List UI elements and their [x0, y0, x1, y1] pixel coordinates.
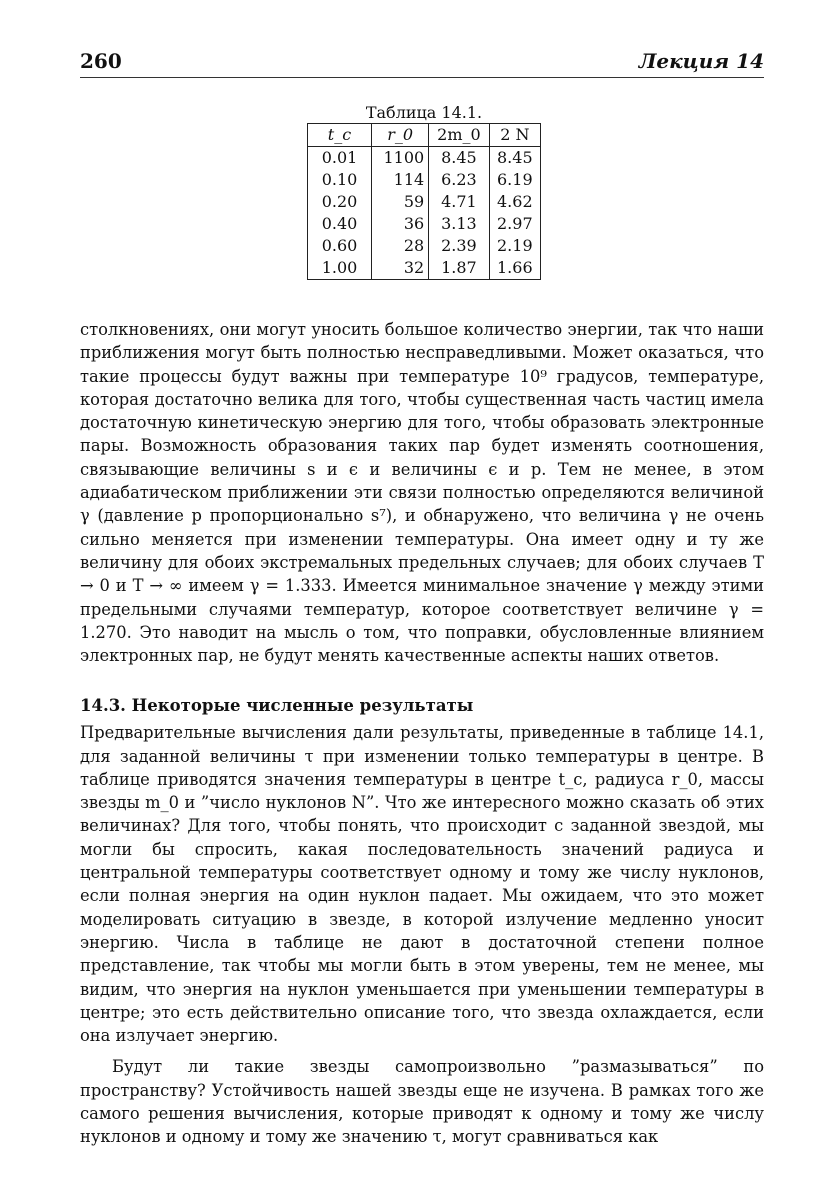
table-cell: 1100 [372, 147, 429, 170]
table-cell: 2.19 [489, 235, 540, 257]
table-row [308, 169, 541, 191]
table-cell: 4.62 [489, 191, 540, 213]
table-cell: 0.60 [308, 235, 372, 257]
table-cell: 36 [372, 213, 429, 235]
table-cell: 3.13 [429, 213, 489, 235]
table-row [308, 257, 541, 280]
table-cell: 1.87 [429, 257, 489, 280]
table-cell: 32 [372, 257, 429, 280]
table-cell: 4.71 [429, 191, 489, 213]
column-header: 2 N [489, 124, 540, 147]
table-cell: 8.45 [489, 147, 540, 170]
results-table [307, 123, 541, 280]
table-cell: 2.39 [429, 235, 489, 257]
paragraph-3: Будут ли такие звезды самопроизвольно ”размазываться” по пространству? Устойчивость нашей звезды еще не изучена. В рамках того же самого решения вычисления, которые приводят к одному и тому же числу нуклонов и одному и тому же значению τ, могут сравниваться как [80, 1057, 764, 1147]
page-header [80, 45, 764, 78]
table-row [308, 147, 541, 170]
table-cell: 1.00 [308, 257, 372, 280]
paragraph-2: Предварительные вычисления дали результаты, приведенные в таблице 14.1, для заданной величины τ при изменении только температуры в центре. В таблице приводятся значения температуры в центре t_c, радиуса r_0, массы звезды m_0 и ”число нуклонов N”. Что же интересного можно сказать об этих величинах? Для того, чтобы понять, что происходит с заданной звездой, мы могли бы спросить, какая последовательность значений радиуса и центральной температуры соответствует одному и тому же числу нуклонов, если полная энергия на один нуклон падает. Мы ожидаем, что это может моделировать ситуацию в звезде, в которой излучение медленно уносит энергию. Числа в таблице не дают в достаточной степени полное представление, так чтобы мы могли быть в этом уверены, тем не менее, мы видим, что энергия на нуклон уменьшается при уменьшении температуры в центре; это есть действительно описание того, что звезда охлаждается, если она излучает энергию. [80, 723, 764, 1046]
table-cell: 2.97 [489, 213, 540, 235]
table-cell: 6.23 [429, 169, 489, 191]
table-cell: 114 [372, 169, 429, 191]
table-row [308, 213, 541, 235]
section-heading: 14.3. Некоторые численные результаты [80, 696, 474, 715]
paragraph-continuation [80, 318, 764, 667]
page-number: 260 [80, 49, 122, 73]
table-cell: 59 [372, 191, 429, 213]
table-cell: 0.01 [308, 147, 372, 170]
table-row [308, 191, 541, 213]
table-cell: 0.40 [308, 213, 372, 235]
table-cell: 8.45 [429, 147, 489, 170]
table-cell: 1.66 [489, 257, 540, 280]
table-cell: 0.20 [308, 191, 372, 213]
table-cell: 6.19 [489, 169, 540, 191]
lecture-title: Лекция 14 [638, 49, 764, 73]
table-cell: 0.10 [308, 169, 372, 191]
table-cell: 28 [372, 235, 429, 257]
table-caption: Таблица 14.1. [365, 103, 483, 122]
table-block [307, 103, 541, 280]
paragraph-1: столкновениях, они могут уносить большое количество энергии, так что наши приближения могут быть полностью несправедливыми. Может оказаться, что такие процессы будут важны при температуре 10⁹ градусов, температуре, которая достаточно велика для того, чтобы существенная часть частиц имела достаточную кинетическую энергию для того, чтобы образовать электронные пары. Возможность образования таких пар будет изменять соотношения, связывающие величины s и ϵ и величины ϵ и p. Тем не менее, в этом адиабатическом приближении эти связи полностью определяются величиной γ (давление p пропорционально s⁷), и обнаружено, что величина γ не очень сильно меняется при изменении температуры. Она имеет одну и ту же величину для обоих экстремальных предельных случаев; для обоих случаев T → 0 и T → ∞ имеем γ = 1.333. Имеется минимальное значение γ между этими предельными случаями температур, которое соответствует величине γ = 1.270. Это наводит на мысль о том, что поправки, обусловленные влиянием электронных пар, не будут менять качественные аспекты наших ответов. [80, 320, 764, 666]
column-header: 2m_0 [429, 124, 489, 147]
column-header: r_0 [372, 124, 429, 147]
section-14-3 [80, 690, 764, 1149]
table-row [308, 235, 541, 257]
column-header: t_c [308, 124, 372, 147]
table-header-row [308, 124, 541, 147]
